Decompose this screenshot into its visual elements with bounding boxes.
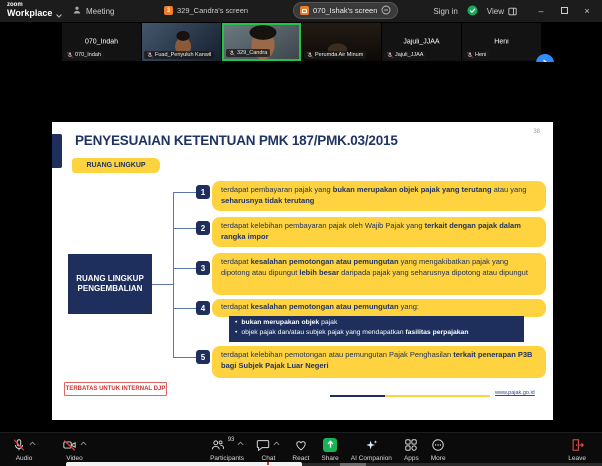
zoom-logo-text: zoom: [7, 2, 23, 8]
zoom-workplace-logo: [7, 2, 52, 18]
chat-button-label: Chat: [261, 454, 276, 462]
connector-line: [173, 308, 196, 309]
item-number-badge: 3: [196, 261, 210, 275]
camera-muted-icon: [62, 438, 77, 452]
slide-title: PENYESUAIAN KETENTUAN PMK 187/PMK.03/2015: [75, 133, 398, 148]
muted-mic-icon: [67, 52, 73, 58]
audio-button[interactable]: [6, 438, 42, 462]
react-button-label: React: [292, 454, 310, 462]
sign-in-link[interactable]: Sign in: [433, 6, 458, 16]
titlebar: [0, 0, 602, 22]
scope-item-2: terdapat kelebihan pembayaran pajak oleh Wajib Pajak yang terkait dengan pajak dalam rangka impor: [212, 217, 546, 247]
leave-icon: [570, 438, 585, 452]
apps-button-label: Apps: [403, 454, 419, 462]
item-number-badge: 4: [196, 301, 210, 315]
muted-mic-icon: [307, 52, 313, 58]
audio-options-chevron-icon[interactable]: [29, 441, 36, 446]
chevron-down-icon[interactable]: [55, 7, 63, 15]
scope-item-5: terdapat kelebihan pemotongan atau pemungutan Pajak Penghasilan terkait penerapan P3B bagi Subjek Pajak Luar Negeri: [212, 346, 546, 378]
participant-label: Heni: [475, 52, 487, 58]
taskbar-notification-mark: [267, 462, 269, 465]
more-button[interactable]: [425, 438, 452, 462]
ai-companion-button-label: AI Companion: [350, 454, 392, 462]
chat-options-chevron-icon[interactable]: [273, 441, 280, 446]
participants-options-chevron-icon[interactable]: [237, 441, 244, 446]
participant-nametag: [384, 51, 426, 59]
scope-badge: RUANG LINGKUP: [72, 158, 160, 173]
heart-icon: [294, 438, 308, 452]
chat-button[interactable]: [250, 438, 286, 462]
connector-line: [173, 228, 196, 229]
bullet-icon: •: [235, 319, 238, 326]
internal-notice-badge: TERBATAS UNTUK INTERNAL DJP: [64, 382, 167, 396]
share-button-label: Share: [321, 454, 339, 462]
website-link: www.pajak.go.id: [495, 390, 535, 396]
screen-share-badge: [300, 6, 309, 15]
connector-line: [173, 192, 174, 357]
sub-bullet-text: objek pajak dan/atau subjek pajak yang mendapatkan fasilitas perpajakan: [241, 329, 469, 337]
chat-icon: [256, 438, 270, 452]
maximize-button[interactable]: [557, 6, 571, 16]
share-screen-icon: [323, 438, 337, 452]
apps-button[interactable]: [398, 438, 425, 462]
scope-box: RUANG LINGKUP PENGEMBALIAN: [68, 254, 152, 314]
tab-candra-screen[interactable]: [158, 2, 254, 19]
sub-bullet: [235, 328, 518, 338]
scope-item-1: terdapat pembayaran pajak yang bukan merupakan objek pajak yang terutang atau yang seharusnya tidak terutang: [212, 181, 546, 211]
video-button[interactable]: [56, 438, 93, 462]
participants-button-label: Participants: [210, 454, 245, 462]
scope-item-4: terdapat kesalahan pemotongan atau pemungutan yang:: [212, 299, 546, 317]
participant-label: 329_Candra: [237, 50, 268, 56]
video-tile-jajuli[interactable]: [382, 23, 461, 61]
more-icon: [431, 438, 445, 452]
participant-nametag: [226, 49, 270, 57]
tab-meeting[interactable]: [72, 0, 114, 22]
leave-button[interactable]: [562, 438, 592, 462]
workplace-logo-text: Workplace: [7, 8, 53, 18]
sub-bullet-text: bukan merupakan objek pajak: [241, 319, 338, 326]
meeting-tab-label: Meeting: [86, 6, 115, 16]
participants-icon: [210, 438, 225, 452]
tab-ishak-label: 070_Ishak's screen: [313, 6, 378, 15]
slide-title-notch: [52, 134, 62, 168]
stop-view-icon[interactable]: [381, 5, 391, 17]
muted-mic-icon: [467, 52, 473, 58]
video-button-label: Video: [66, 454, 83, 462]
mic-muted-icon: [12, 438, 26, 452]
close-button[interactable]: ×: [584, 6, 590, 16]
meeting-icon: [72, 5, 82, 17]
video-thumbnail-strip: [0, 22, 602, 62]
video-tile-heni[interactable]: [462, 23, 541, 61]
meeting-toolbar: [0, 432, 602, 466]
participant-label: Perumda Air Minum: [315, 52, 364, 58]
footer-line-yellow: [385, 395, 490, 397]
participant-label: Fuad_Penyuluh Kanwil: [155, 52, 212, 58]
security-shield-icon[interactable]: [467, 5, 478, 18]
monitor-icon: [302, 9, 307, 13]
video-options-chevron-icon[interactable]: [80, 441, 87, 446]
item-number-badge: 2: [196, 221, 210, 235]
share-button[interactable]: [315, 438, 344, 462]
minimize-button[interactable]: –: [538, 6, 544, 16]
connector-line: [173, 357, 196, 358]
participant-nametag: [144, 51, 214, 59]
participant-name: Jajuli_JJAA: [403, 38, 440, 46]
participants-count: 93: [227, 436, 235, 443]
footer-line-navy: [330, 395, 385, 397]
connector-line: [173, 268, 196, 269]
participant-nametag: [464, 51, 489, 59]
view-button[interactable]: [487, 7, 517, 16]
screen-share-badge: 3: [164, 6, 173, 15]
apps-icon: [404, 438, 418, 452]
view-button-label: View: [486, 6, 504, 16]
tab-candra-label: 329_Candra's screen: [177, 6, 249, 15]
muted-mic-icon: [387, 52, 393, 58]
video-tile-candra-active-speaker[interactable]: [222, 23, 301, 61]
sub-bullet: [235, 318, 518, 328]
tab-ishak-screen[interactable]: [293, 2, 398, 19]
video-tile-fuad[interactable]: [142, 23, 221, 61]
scope-item-4-sublist: [229, 316, 524, 342]
scope-item-3: terdapat kesalahan pemotongan atau pemungutan yang mengakibatkan pajak yang dipotong atau dipungut lebih besar daripada pajak yang seharusnya dipotong atau dipungut: [212, 253, 546, 295]
presentation-slide: [52, 122, 553, 420]
item-number-badge: 5: [196, 350, 210, 364]
ai-companion-button[interactable]: [345, 438, 398, 462]
more-button-label: More: [430, 454, 446, 462]
participant-name: 070_Indah: [84, 38, 119, 46]
audio-button-label: Audio: [15, 454, 33, 462]
view-layout-icon: [508, 7, 517, 16]
react-button[interactable]: [286, 438, 315, 462]
muted-mic-icon: [229, 50, 235, 56]
participant-nametag: [64, 51, 104, 59]
participant-label: 070_Indah: [75, 52, 101, 58]
connector-line: [152, 284, 173, 285]
leave-button-label: Leave: [568, 454, 586, 462]
slide-page-number: 38: [533, 129, 540, 135]
titlebar-right-controls: [433, 0, 594, 22]
maximize-icon: [561, 7, 568, 14]
item-number-badge: 1: [196, 185, 210, 199]
muted-mic-icon: [147, 52, 153, 58]
participant-nametag: [304, 51, 366, 59]
sparkle-icon: [364, 438, 379, 452]
participants-button[interactable]: [204, 438, 251, 462]
bullet-icon: •: [235, 329, 238, 337]
video-tile-indah[interactable]: [62, 23, 141, 61]
video-tile-perumda[interactable]: [302, 23, 381, 61]
participant-label: Jajuli_JJAA: [395, 52, 424, 58]
connector-line: [173, 192, 196, 193]
participant-name: Heni: [494, 38, 509, 46]
